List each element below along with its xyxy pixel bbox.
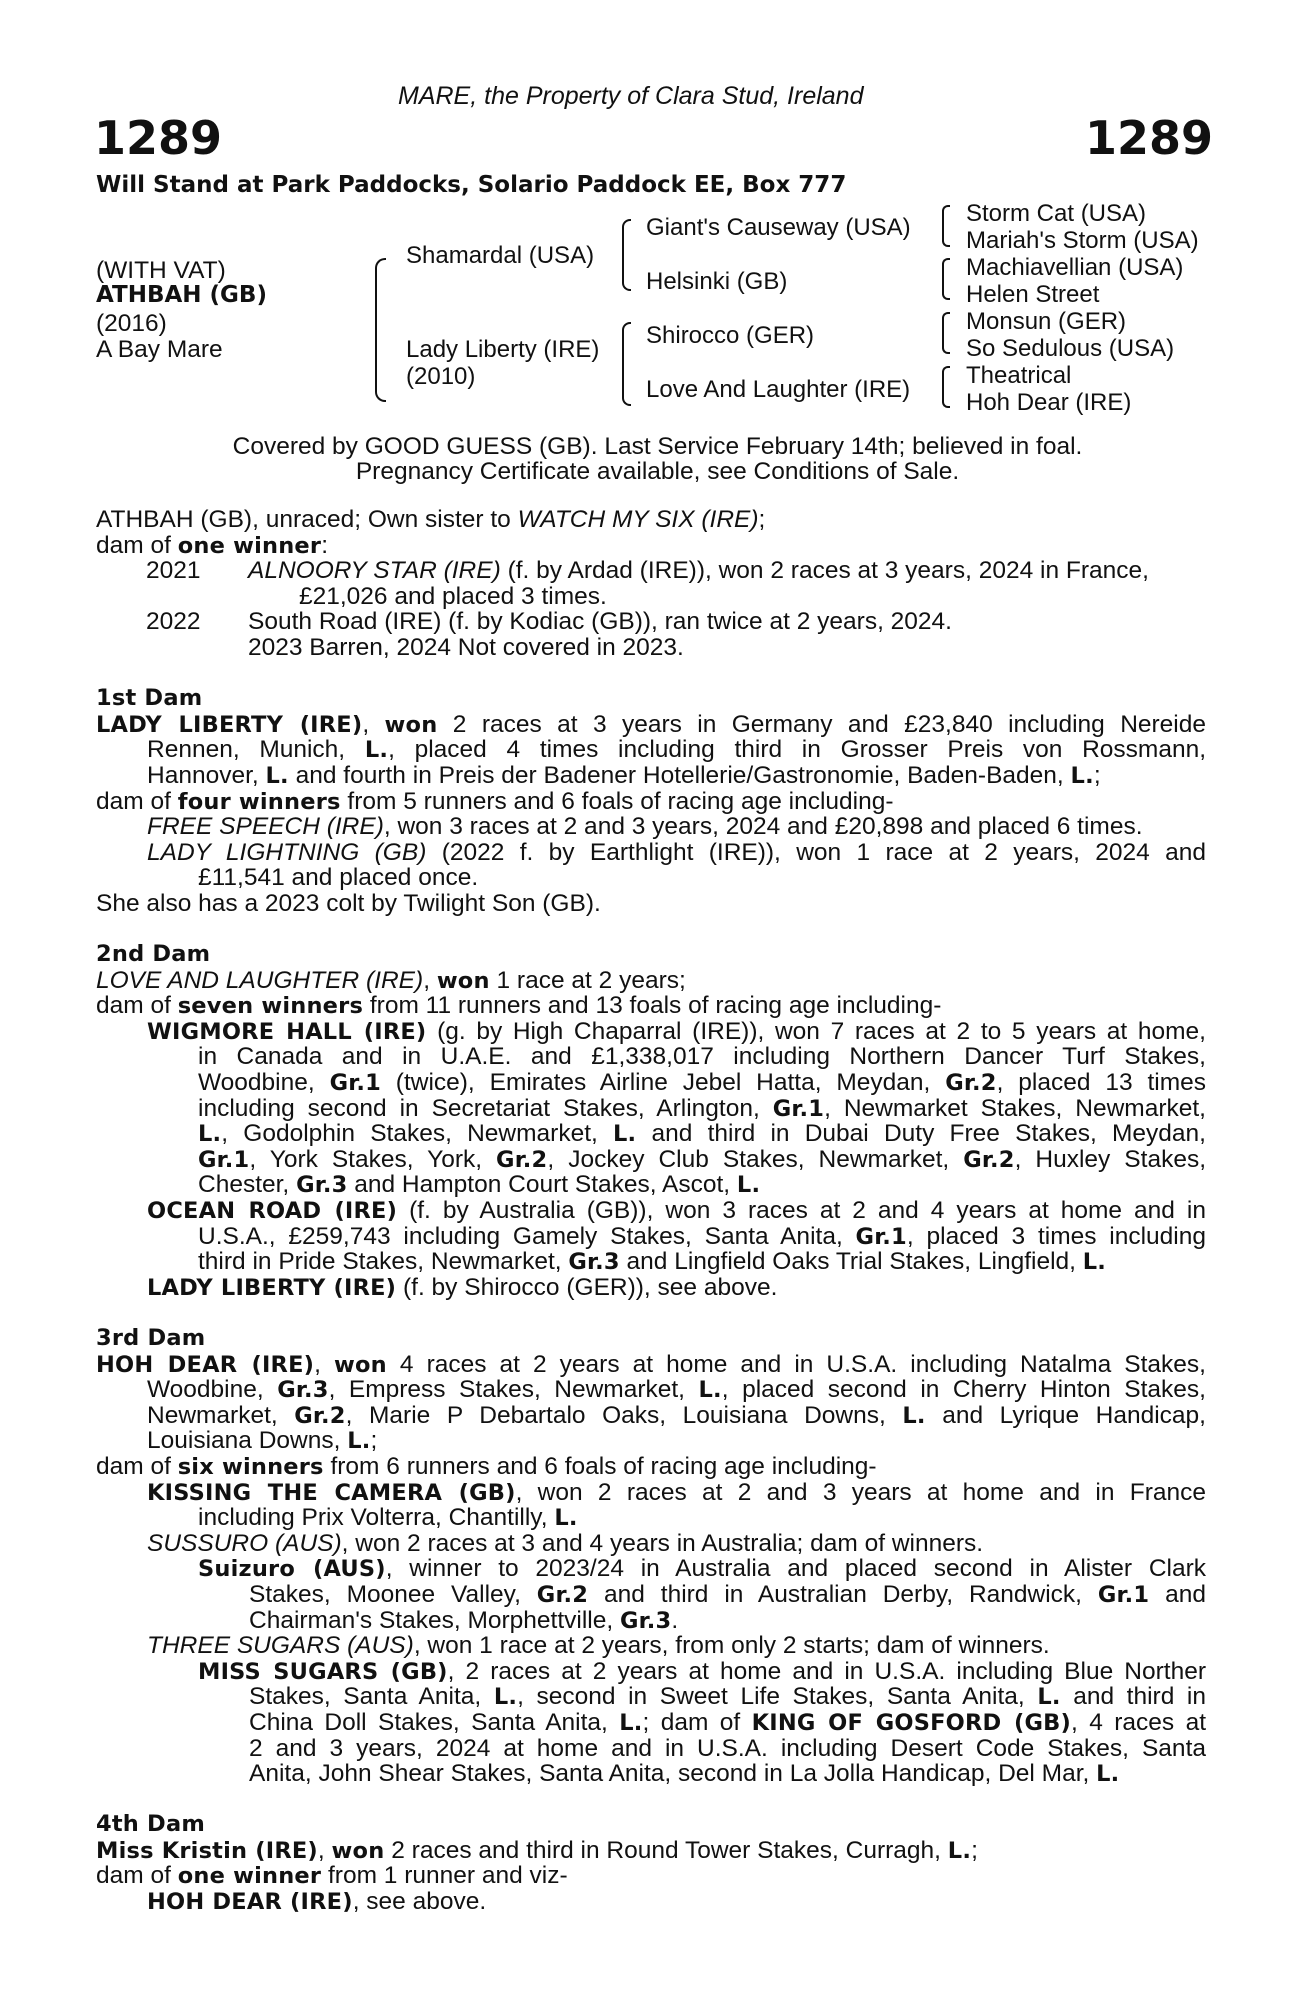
pedigree-ggp-4: Helen Street	[966, 281, 1100, 308]
dam-line: Miss Kristin (IRE), won 2 races and third in Round Tower Stakes, Curragh, L.;	[96, 1836, 978, 1864]
pedigree-ggp-8: Hoh Dear (IRE)	[966, 389, 1132, 416]
dam-line: THREE SUGARS (AUS), won 1 race at 2 years, from only 2 starts; dam of winners.	[147, 1632, 1050, 1660]
dam-line: L., Godolphin Stakes, Newmarket, L. and third in Dubai Duty Free Stakes, Meydan,	[198, 1120, 1206, 1148]
pedigree-bracket-dam	[622, 322, 631, 406]
pedigree-sire-dam: Helsinki (GB)	[646, 268, 788, 295]
dam-line: third in Pride Stakes, Newmarket, Gr.3 and Lingfield Oaks Trial Stakes, Lingfield, L.	[198, 1248, 1107, 1276]
dam-line: LADY LIBERTY (IRE) (f. by Shirocco (GER)), see above.	[147, 1273, 778, 1301]
dam-line: She also has a 2023 colt by Twilight Son (GB).	[96, 889, 601, 917]
pedigree-ggp-1: Storm Cat (USA)	[966, 200, 1147, 227]
lot-number-left: 1289	[94, 111, 223, 165]
dam-line: HOH DEAR (IRE), won 4 races at 2 years at home and in U.S.A. including Natalma Stakes,	[96, 1350, 1206, 1378]
dam-line: KISSING THE CAMERA (GB), won 2 races at 2 and 3 years at home and in France	[147, 1478, 1206, 1506]
pedigree-bracket-ggp4	[942, 366, 950, 408]
dam-line: Suizuro (AUS), winner to 2023/24 in Australia and placed second in Alister Clark	[198, 1555, 1206, 1583]
section-heading: 3rd Dam	[96, 1325, 206, 1351]
dam-line: dam of one winner from 1 runner and viz-	[96, 1862, 568, 1890]
dam-line: Anita, John Shear Stakes, Santa Anita, second in La Jolla Handicap, Del Mar, L.	[249, 1760, 1120, 1788]
dam-line: dam of seven winners from 11 runners and 13 foals of racing age including-	[96, 992, 942, 1020]
pedigree-sire: Shamardal (USA)	[406, 242, 595, 269]
dam-line: OCEAN ROAD (IRE) (f. by Australia (GB)), won 3 races at 2 and 4 years at home and in	[147, 1197, 1206, 1225]
section-heading: 4th Dam	[96, 1811, 205, 1838]
covered-line-1: Covered by GOOD GUESS (GB). Last Service February 14th; believed in foal.	[232, 433, 1083, 460]
section-heading: 1st Dam	[96, 685, 203, 712]
dam-line: dam of six winners from 6 runners and 6 foals of racing age including-	[96, 1452, 877, 1480]
pedigree-ggp-7: Theatrical	[966, 362, 1072, 389]
pedigree-bracket-sire	[622, 219, 631, 291]
dam-line: Stakes, Moonee Valley, Gr.2 and third in Australian Derby, Randwick, Gr.1 and	[249, 1580, 1206, 1608]
intro-line: ATHBAH (GB), unraced; Own sister to WATCH MY SIX (IRE);	[96, 506, 766, 533]
dam-line: 2 and 3 years, 2024 at home and in U.S.A. including Desert Code Stakes, Santa	[249, 1734, 1206, 1762]
dam-line: in Canada and in U.A.E. and £1,338,017 including Northern Dancer Turf Stakes,	[198, 1043, 1206, 1071]
horse-description: A Bay Mare	[96, 336, 223, 363]
dam-line: FREE SPEECH (IRE), won 3 races at 2 and 3 years, 2024 and £20,898 and placed 6 times.	[147, 813, 1143, 841]
dam-line: Newmarket, Gr.2, Marie P Debartalo Oaks, Louisiana Downs, L. and Lyrique Handicap,	[147, 1401, 1206, 1429]
dam-line: U.S.A., £259,743 including Gamely Stakes, Santa Anita, Gr.1, placed 3 times including	[198, 1222, 1206, 1250]
dam-line: China Doll Stakes, Santa Anita, L.; dam of KING OF GOSFORD (GB), 4 races at	[249, 1708, 1207, 1736]
pedigree-bracket-ggp3	[942, 312, 950, 354]
dam-line: £11,541 and placed once.	[198, 864, 479, 892]
vendor-line: MARE, the Property of Clara Stud, Ireland	[398, 82, 864, 110]
pedigree-bracket-main	[375, 258, 386, 402]
dam-line: Woodbine, Gr.1 (twice), Emirates Airline Jebel Hatta, Meydan, Gr.2, placed 13 times	[198, 1069, 1206, 1097]
dam-line: Chester, Gr.3 and Hampton Court Stakes, Ascot, L.	[198, 1171, 761, 1199]
pedigree-ggp-3: Machiavellian (USA)	[966, 254, 1184, 281]
stand-location: Will Stand at Park Paddocks, Solario Paddock EE, Box 777	[96, 172, 847, 198]
dam-line: SUSSURO (AUS), won 2 races at 3 and 4 years in Australia; dam of winners.	[147, 1529, 984, 1557]
produce-row: 2023 Barren, 2024 Not covered in 2023.	[248, 633, 684, 661]
dam-line: LADY LIBERTY (IRE), won 2 races at 3 years in Germany and £23,840 including Nereide	[96, 710, 1206, 738]
intro-line: dam of one winner:	[96, 531, 328, 559]
pedigree-ggp-2: Mariah's Storm (USA)	[966, 227, 1199, 254]
produce-row: £21,026 and placed 3 times.	[299, 582, 607, 610]
pedigree-dam-sire: Shirocco (GER)	[646, 322, 815, 349]
catalogue-body	[96, 507, 1206, 1915]
dam-line: HOH DEAR (IRE), see above.	[147, 1888, 487, 1916]
dam-line: Hannover, L. and fourth in Preis der Badener Hotellerie/Gastronomie, Baden-Baden, L.;	[147, 761, 1101, 789]
produce-row: 2021 ALNOORY STAR (IRE) (f. by Ardad (IRE)), won 2 races at 3 years, 2024 in France,	[146, 557, 1149, 585]
dam-line: Rennen, Munich, L., placed 4 times including third in Grosser Preis von Rossmann,	[147, 736, 1207, 764]
pedigree-dam-dam: Love And Laughter (IRE)	[646, 376, 911, 403]
section-heading: 2nd Dam	[96, 941, 211, 968]
pedigree-dam-year: (2010)	[406, 363, 476, 390]
produce-row: 2022 South Road (IRE) (f. by Kodiac (GB)), ran twice at 2 years, 2024.	[146, 608, 952, 636]
dam-line: Louisiana Downs, L.;	[147, 1427, 378, 1455]
pedigree-bracket-ggp2	[942, 258, 950, 300]
pedigree-ggp-6: So Sedulous (USA)	[966, 335, 1175, 362]
dam-line: Stakes, Santa Anita, L., second in Sweet Life Stakes, Santa Anita, L. and third in	[249, 1683, 1206, 1711]
horse-year: (2016)	[96, 310, 167, 337]
vat-note: (WITH VAT)	[96, 257, 226, 284]
dam-line: LADY LIGHTNING (GB) (2022 f. by Earthlight (IRE)), won 1 race at 2 years, 2024 and	[147, 838, 1206, 866]
dam-line: Gr.1, York Stakes, York, Gr.2, Jockey Club Stakes, Newmarket, Gr.2, Huxley Stakes,	[198, 1145, 1207, 1173]
dam-line: including Prix Volterra, Chantilly, L.	[198, 1504, 578, 1532]
dam-line: WIGMORE HALL (IRE) (g. by High Chaparral (IRE)), won 7 races at 2 to 5 years at home,	[147, 1017, 1206, 1045]
dam-line: Woodbine, Gr.3, Empress Stakes, Newmarket, L., placed second in Cherry Hinton Stakes,	[147, 1376, 1206, 1404]
horse-name: ATHBAH (GB)	[96, 282, 267, 308]
dam-line: dam of four winners from 5 runners and 6 foals of racing age including-	[96, 787, 894, 815]
pedigree-ggp-5: Monsun (GER)	[966, 308, 1127, 335]
dam-line: including second in Secretariat Stakes, Arlington, Gr.1, Newmarket Stakes, Newmarket,	[198, 1094, 1206, 1122]
pedigree-bracket-ggp1	[942, 205, 950, 247]
dam-line: LOVE AND LAUGHTER (IRE), won 1 race at 2 years;	[96, 966, 686, 994]
dam-line: Chairman's Stakes, Morphettville, Gr.3.	[249, 1606, 679, 1634]
pedigree-sire-sire: Giant's Causeway (USA)	[646, 214, 911, 241]
dam-line: MISS SUGARS (GB), 2 races at 2 years at home and in U.S.A. including Blue Norther	[198, 1657, 1206, 1685]
pedigree-dam: Lady Liberty (IRE)	[406, 336, 600, 363]
covered-line-2: Pregnancy Certificate available, see Conditions of Sale.	[355, 458, 960, 485]
lot-number-right: 1289	[1085, 111, 1214, 165]
